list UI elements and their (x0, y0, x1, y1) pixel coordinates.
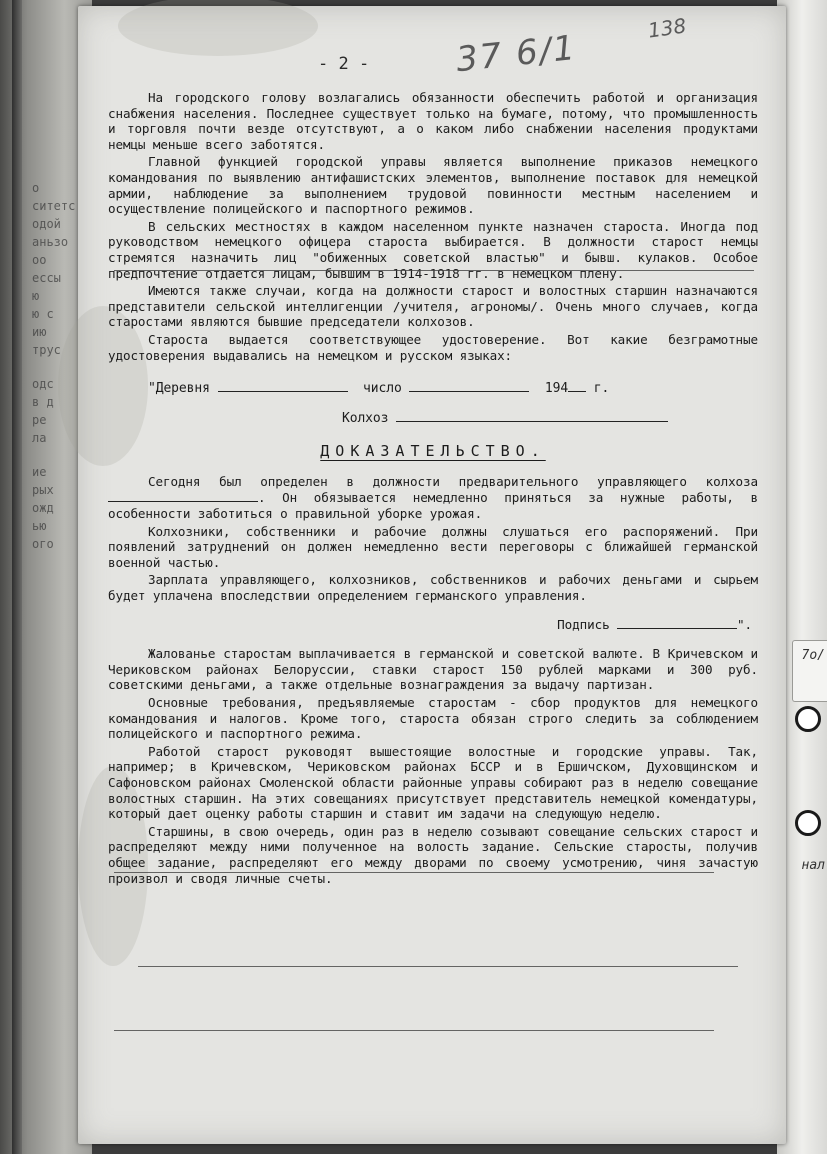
binder-clip-icon (795, 810, 821, 836)
left-page-fragment: в д (32, 395, 54, 409)
paragraph: Основные требования, предъявляемые старостам - сбор продуктов для немецкого командования и налогов. Кроме того, староста обязан строго следить за соблюдением полицейского и паспортного режима. (108, 695, 758, 742)
left-page-fragment: рых (32, 483, 54, 497)
left-page-fragment: одой (32, 217, 61, 231)
paragraph: Жалованье старостам выплачивается в германской и советской валюте. В Кричевском и Чериковском районах Белоруссии, ставки старост 150 рублей марками и 300 руб. советскими деньгами, а также отдельные вознаграждения за выдачу партизан. (108, 646, 758, 693)
pencil-underline (138, 966, 738, 967)
binding-shadow (12, 0, 22, 1154)
kolkhoz-label: Колхоз (342, 410, 389, 426)
form-paragraph: Колхозники, собственники и рабочие должны слушаться его распоряжений. При появлений затруднений он должен немедленно вести переговоры с ближайшей германской военной частью. (108, 523, 758, 570)
pencil-underline (114, 270, 754, 271)
year-label: 194 (544, 381, 569, 397)
form-paragraph: Зарплата управляющего, колхозников, собственников и рабочих деньгами и сырьем будет уплачена впоследствии определением германского управления. (108, 572, 758, 604)
signature-label: Подпись (557, 616, 610, 632)
left-page-fragment: аньзо (32, 235, 69, 249)
pencil-underline (114, 872, 714, 873)
archive-number: 37 6/1 (454, 27, 579, 81)
left-page-fragment: ессы (32, 271, 61, 285)
left-page-fragment: ью (32, 519, 47, 533)
paragraph: Главной функцией городской управы является выполнение приказов немецкого командования по выявлению антифашистских элементов, выполнение поставок для немецкой армии, наблюдение за выполнением трудовой повинности местным населением и осуществление полицейского и паспортного режимов. (108, 154, 758, 217)
paragraph: На городского голову возлагались обязанности обеспечить работой и организация снабжения населения. Последнее существует только на бумаге, потому, что промышленность и торговля почти везде отсутствуют, а о каком либо снабжении населения продуктами немцы меньше всего заботятся. (108, 90, 758, 152)
form-village-row (108, 379, 758, 397)
left-page-fragment: ого (32, 537, 54, 551)
left-page-fragment: оо (32, 253, 47, 267)
form-kolkhoz-row (108, 409, 758, 427)
left-page-fragment: ре (32, 413, 47, 427)
left-page-fragment: о (32, 181, 40, 195)
binder-clip-icon (795, 706, 821, 732)
paragraph: Имеются также случаи, когда на должности старост и волостных старшин назначаются представители сельской интеллигенции /учителя, агрономы/. Очень много случаев, когда старостами являются бывшие председатели колхозов. (108, 283, 758, 330)
left-page-fragment: ию (32, 325, 47, 339)
right-strip-fragment-2: нал (801, 858, 825, 873)
left-page-fragment: ю (32, 289, 40, 303)
date-label: число (363, 381, 402, 397)
left-page-fragment: ситетс (32, 199, 76, 213)
right-strip-fragment-1: 7о/ (801, 648, 825, 663)
paragraph: Работой старост руководят вышестоящие волостные и городские управы. Так, например; в Кричевском, Чериковском районах БССР и в Ершичском, Духовщинском и Сафоновском районах Смоленской области районные управы собирают раз в неделю совещание волостных старшин. На этих совещаниях присутствует представитель немецкой комендатуры, который дает оценку работы старшин и ставит им задачи на следующую неделю. (108, 743, 758, 822)
left-page-fragment: ю с (32, 307, 54, 321)
left-page-fragment: трус (32, 343, 61, 357)
paragraph: Старшины, в свою очередь, один раз в неделю созывают совещание сельских старост и распределяют между ними полученное на волость задание. Сельские старосты, получив общее задание, распределяют его между дворами по своему усмотрению, чиня зачастую произвол и сводя личные счеты. (108, 823, 758, 886)
left-page-fragment: ие (32, 465, 47, 479)
year-suffix: г. (593, 381, 610, 397)
archive-sheet-number: 138 (646, 13, 688, 43)
signature-line: Подпись ". (557, 616, 752, 632)
left-page-fragment: одс (32, 377, 54, 391)
form-paragraph: Сегодня был определен в должности предварительного управляющего колхоза . Он обязывается немедленно приняться за нужные работы, в особенности заботиться о правильной уборке урожая. (108, 473, 758, 522)
document-body (108, 90, 758, 888)
page-number: - 2 - (318, 54, 370, 74)
pencil-underline (114, 1030, 714, 1031)
village-label: "Деревня (148, 381, 210, 397)
paragraph: В сельских местностях в каждом населенном пункте назначен староста. Иногда под руководством немецкого офицера староста выбирается. В должности старост немцы стремятся назначить лиц "обиженных советской властью" и бывш. кулаков. Особое предпочтение отдается лицам, бывшим в 1914-1918 гг. в немецком плену. (108, 218, 758, 281)
left-page-fragment: ла (32, 431, 47, 445)
document-sheet (78, 6, 786, 1144)
form-title: ДОКАЗАТЕЛЬСТВО. (320, 442, 546, 461)
left-page-fragment: ожд (32, 501, 54, 515)
paragraph: Староста выдается соответствующее удостоверение. Вот какие безграмотные удостоверения выдавались на немецком и русском языках: (108, 331, 758, 363)
